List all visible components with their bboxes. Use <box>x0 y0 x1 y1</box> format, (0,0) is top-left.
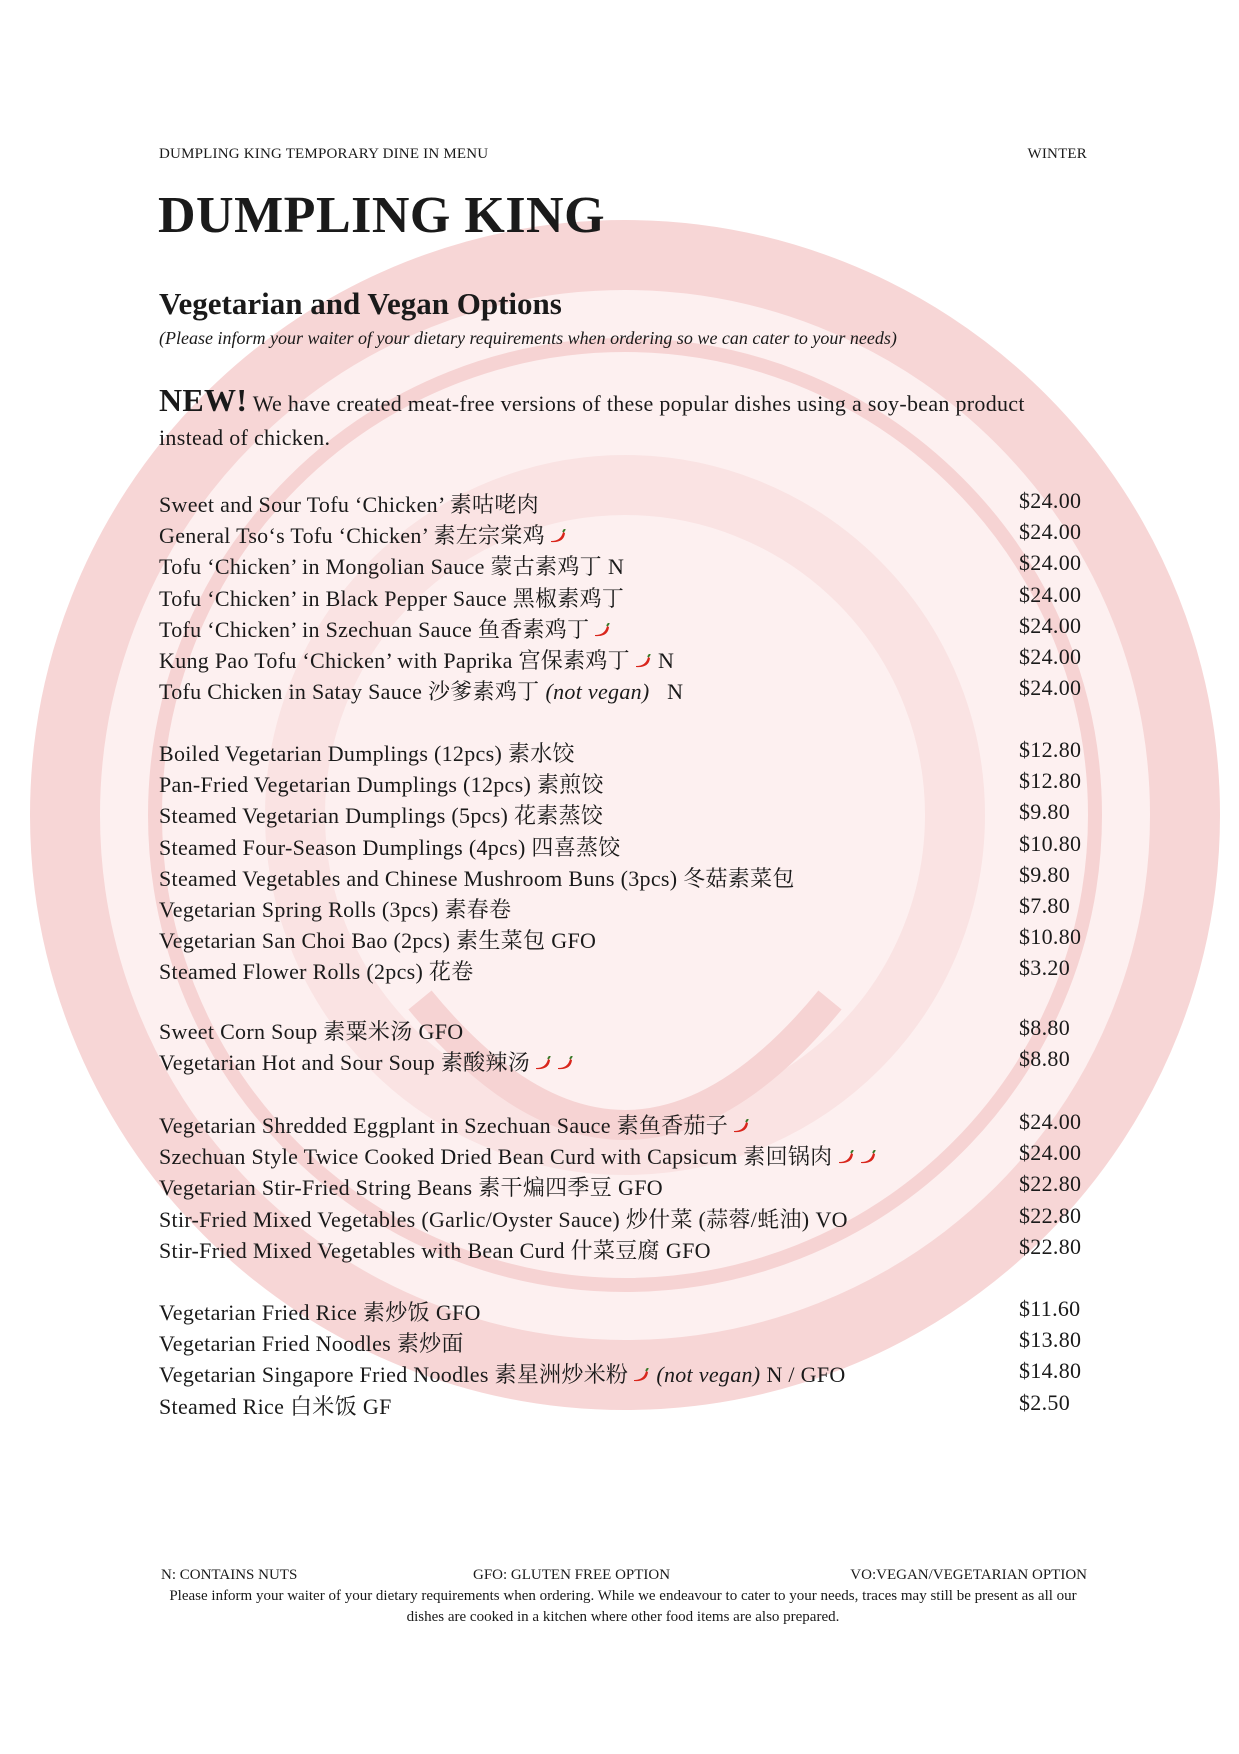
dietary-tag: GF <box>362 1393 392 1419</box>
dish-name: Steamed Flower Rolls (2pcs) 花卷 <box>159 959 474 985</box>
dish-name: Tofu ‘Chicken’ in Mongolian Sauce 蒙古素鸡丁 <box>159 554 602 580</box>
price: $14.80 <box>1019 1358 1082 1384</box>
price: $9.80 <box>1019 799 1070 825</box>
dish-name: Vegetarian Fried Rice 素炒饭 <box>159 1300 430 1325</box>
price: $7.80 <box>1019 893 1070 918</box>
price: $24.00 <box>1019 675 1082 701</box>
menu-item <box>159 1109 1087 1140</box>
menu-item <box>159 550 1087 581</box>
menu-item <box>159 1015 1087 1046</box>
dish-name: Vegetarian Stir-Fried String Beans 素干煸四季豆 <box>159 1175 613 1201</box>
price: $8.80 <box>1019 1046 1070 1072</box>
chili-icon <box>632 1368 650 1382</box>
legend-nuts: N: CONTAINS NUTS <box>161 1567 298 1583</box>
price: $8.80 <box>1019 1015 1070 1040</box>
allergen-disclaimer: Please inform your waiter of your dietary requirements when ordering. While we endeavour to cater to your needs, traces may still be present as all our dishes are cooked in a kitchen where other food items are also prepared. <box>169 1588 1077 1625</box>
price: $9.80 <box>1019 861 1070 887</box>
new-badge: NEW! <box>159 382 248 418</box>
price: $12.80 <box>1019 768 1082 794</box>
chili-icon <box>549 529 567 543</box>
dish-name: Szechuan Style Twice Cooked Dried Bean Curd with Capsicum 素回锅肉 <box>159 1144 833 1170</box>
price: $10.80 <box>1019 830 1082 856</box>
dish-name: Stir-Fried Mixed Vegetables (Garlic/Oyster Sauce) 炒什菜 (蒜蓉/蚝油) <box>159 1206 810 1232</box>
price: $10.80 <box>1019 924 1082 950</box>
dietary-note: (Please inform your waiter of your dietary requirements when ordering so we can cater to your needs) <box>159 328 897 348</box>
price: $13.80 <box>1019 1327 1082 1353</box>
price: $24.00 <box>1019 1140 1082 1166</box>
menu-item <box>159 1390 1087 1421</box>
legend-gluten-free: GFO: GLUTEN FREE OPTION <box>473 1567 671 1583</box>
menu-item <box>159 1327 1087 1358</box>
dietary-tag: GFO <box>618 1175 663 1201</box>
menu-item <box>159 924 1087 955</box>
dish-name: Boiled Vegetarian Dumplings (12pcs) 素水饺 <box>159 741 575 766</box>
dietary-note: (not vegan) <box>545 679 650 705</box>
price: $3.20 <box>1019 955 1070 981</box>
dish-name: Tofu Chicken in Satay Sauce 沙爹素鸡丁 <box>159 679 540 705</box>
price: $12.80 <box>1019 737 1082 762</box>
dish-name: Kung Pao Tofu ‘Chicken’ with Paprika 宫保素鸡丁 <box>159 648 630 673</box>
chili-icon <box>556 1056 574 1070</box>
dietary-tag: GFO <box>551 928 597 954</box>
menu-item <box>159 488 1087 519</box>
dietary-tag: GFO <box>435 1300 481 1325</box>
menu-item <box>159 737 1087 768</box>
new-notice-text: We have created meat-free versions of these popular dishes using a soy-bean product instead of chicken. <box>159 391 1025 450</box>
dietary-tag: N / GFO <box>766 1362 846 1388</box>
section-heading: Vegetarian and Vegan Options <box>159 286 562 321</box>
menu-item <box>159 831 1087 862</box>
menu-item <box>159 955 1087 986</box>
price: $24.00 <box>1019 488 1082 513</box>
dish-name: Vegetarian Spring Rolls (3pcs) 素春卷 <box>159 897 512 922</box>
dish-name: Vegetarian San Choi Bao (2pcs) 素生菜包 <box>159 928 546 954</box>
dietary-tag: GFO <box>665 1237 711 1263</box>
new-notice <box>159 383 1089 455</box>
dish-name: Pan-Fried Vegetarian Dumplings (12pcs) 素煎饺 <box>159 772 604 798</box>
menu-item <box>159 1358 1087 1389</box>
menu-item <box>159 862 1087 893</box>
dietary-tag: GFO <box>418 1019 464 1044</box>
menu-item <box>159 893 1087 924</box>
dish-name: Stir-Fried Mixed Vegetables with Bean Curd 什菜豆腐 <box>159 1237 660 1263</box>
menu-item <box>159 1296 1087 1327</box>
dietary-tag: N <box>657 648 675 673</box>
menu-item <box>159 613 1087 644</box>
price: $22.80 <box>1019 1202 1082 1228</box>
price: $2.50 <box>1019 1389 1070 1415</box>
dish-name: Steamed Rice 白米饭 <box>159 1393 357 1419</box>
price: $24.00 <box>1019 519 1082 545</box>
menu-item <box>159 768 1087 799</box>
menu-item <box>159 675 1087 706</box>
chili-icon <box>634 654 652 668</box>
header-menu-name: DUMPLING KING TEMPORARY DINE IN MENU <box>159 146 489 162</box>
dish-name: Steamed Four-Season Dumplings (4pcs) 四喜蒸饺 <box>159 834 621 860</box>
dish-name: Sweet and Sour Tofu ‘Chicken’ 素咕咾肉 <box>159 492 539 517</box>
dish-name: Vegetarian Hot and Sour Soup 素酸辣汤 <box>159 1050 531 1076</box>
dish-name: Tofu ‘Chicken’ in Szechuan Sauce 鱼香素鸡丁 <box>159 616 590 642</box>
menu-item <box>159 1046 1087 1077</box>
chili-icon <box>534 1056 552 1070</box>
dish-name: Vegetarian Singapore Fried Noodles 素星洲炒米粉 <box>159 1362 629 1388</box>
dietary-tag: N <box>655 679 684 705</box>
menu-item <box>159 1203 1087 1234</box>
restaurant-title: DUMPLING KING <box>158 187 606 244</box>
price: $24.00 <box>1019 581 1082 607</box>
menu-item <box>159 1234 1087 1265</box>
dish-name: Vegetarian Fried Noodles 素炒面 <box>159 1331 464 1357</box>
menu-item <box>159 1171 1087 1202</box>
dietary-tag: VO <box>815 1206 848 1232</box>
menu-item <box>159 799 1087 830</box>
price: $22.80 <box>1019 1171 1082 1197</box>
menu-item <box>159 1140 1087 1171</box>
header-season: WINTER <box>1027 146 1087 162</box>
chili-icon <box>859 1150 877 1164</box>
dish-name: General Tso‘s Tofu ‘Chicken’ 素左宗棠鸡 <box>159 523 545 549</box>
dietary-note: (not vegan) <box>656 1362 761 1388</box>
legend-vegan: VO:VEGAN/VEGETARIAN OPTION <box>850 1567 1087 1583</box>
menu-item <box>159 644 1087 675</box>
dish-name: Steamed Vegetarian Dumplings (5pcs) 花素蒸饺 <box>159 803 604 829</box>
dietary-tag: N <box>607 554 625 580</box>
chili-icon <box>593 623 611 637</box>
price: $24.00 <box>1019 1109 1082 1134</box>
menu-item <box>159 519 1087 550</box>
price: $24.00 <box>1019 550 1082 576</box>
chili-icon <box>837 1150 855 1164</box>
dish-name: Sweet Corn Soup 素粟米汤 <box>159 1019 413 1044</box>
price: $11.60 <box>1019 1296 1081 1321</box>
dish-name: Tofu ‘Chicken’ in Black Pepper Sauce 黑椒素鸡丁 <box>159 585 625 611</box>
chili-icon <box>732 1119 750 1133</box>
dish-name: Steamed Vegetables and Chinese Mushroom Buns (3pcs) 冬菇素菜包 <box>159 865 795 891</box>
price: $24.00 <box>1019 644 1082 669</box>
price: $22.80 <box>1019 1233 1082 1259</box>
menu-item <box>159 582 1087 613</box>
price: $24.00 <box>1019 612 1082 638</box>
dish-name: Vegetarian Shredded Eggplant in Szechuan Sauce 素鱼香茄子 <box>159 1113 729 1138</box>
